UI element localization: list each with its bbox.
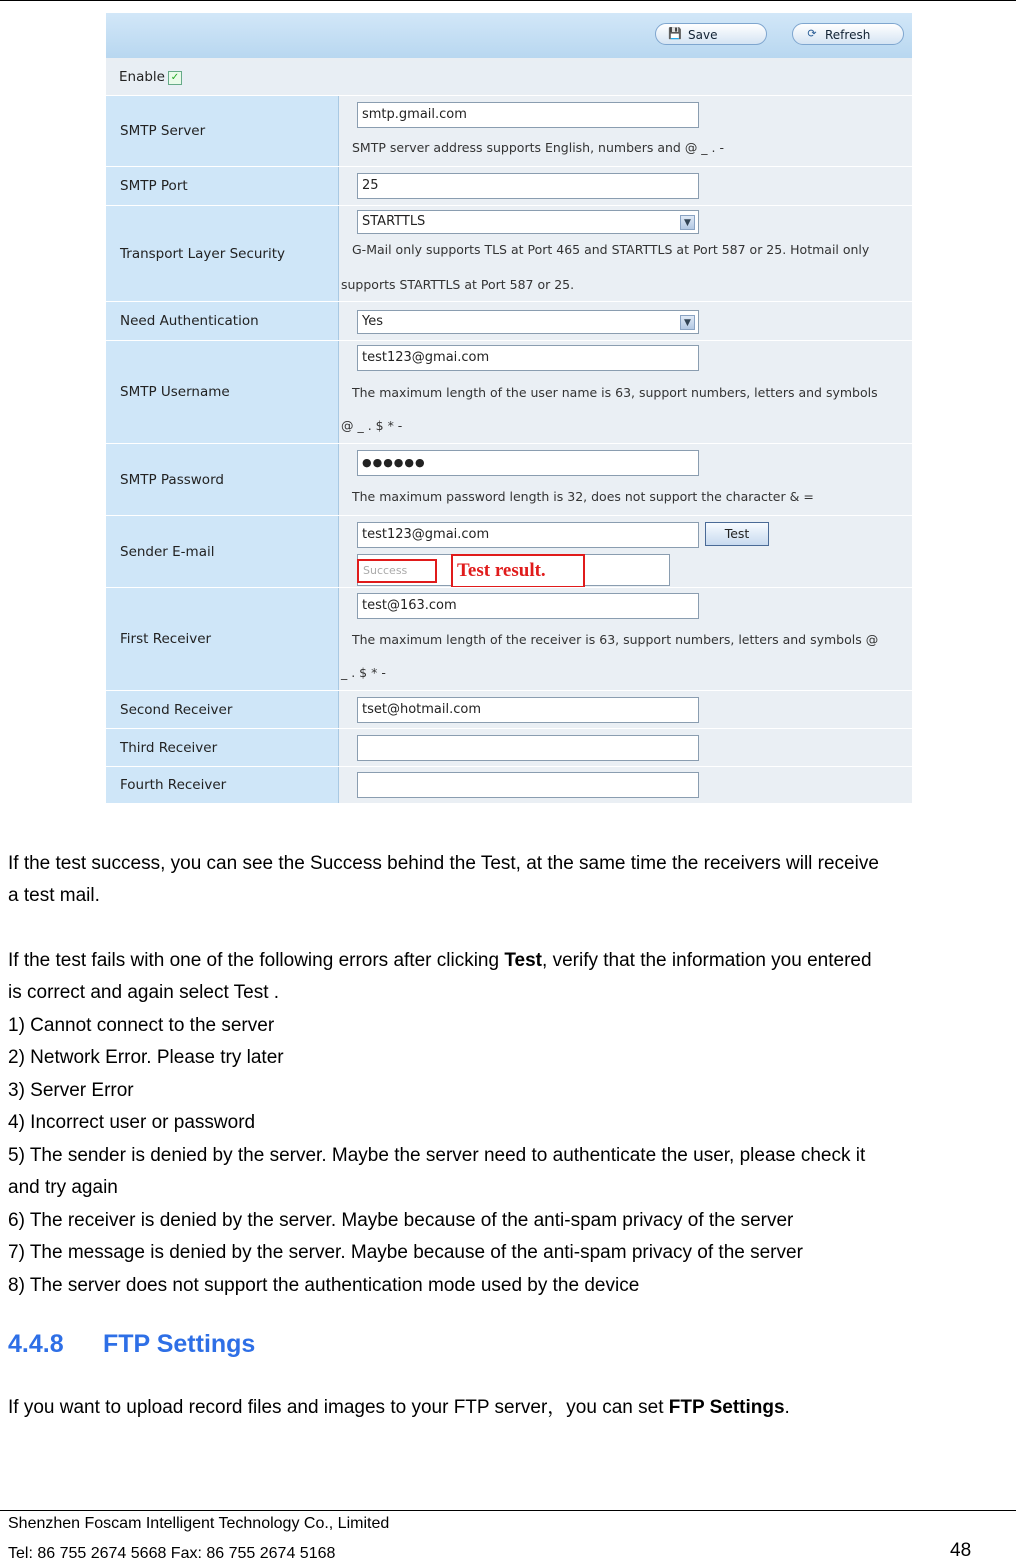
tls-hint-line1: G-Mail only supports TLS at Port 465 and STARTTLS at Port 587 or 25. Hotmail only bbox=[352, 242, 870, 257]
second-receiver-label: Second Receiver bbox=[120, 701, 233, 718]
smtp-port-input[interactable]: 25 bbox=[357, 173, 699, 199]
second-receiver-input[interactable]: tset@hotmail.com bbox=[357, 697, 699, 723]
row-tls bbox=[106, 205, 912, 301]
row-smtp-password bbox=[106, 443, 912, 515]
chevron-down-icon: ▼ bbox=[680, 315, 695, 330]
ftp-settings-bold: FTP Settings bbox=[668, 1397, 785, 1418]
first-receiver-hint-line2: _ . $ * - bbox=[341, 665, 386, 680]
smtp-password-label: SMTP Password bbox=[120, 471, 224, 488]
test-bold: Test bbox=[504, 950, 543, 971]
tls-select[interactable]: STARTTLS ▼ bbox=[357, 210, 699, 234]
smtp-port-label: SMTP Port bbox=[120, 178, 188, 194]
smtp-password-input[interactable]: ●●●●●● bbox=[357, 450, 699, 476]
tls-label: Transport Layer Security bbox=[120, 245, 286, 262]
fourth-receiver-label: Fourth Receiver bbox=[120, 777, 227, 793]
enable-checkbox[interactable]: ✓ bbox=[168, 71, 182, 85]
section-heading bbox=[8, 1330, 255, 1359]
save-button[interactable]: 💾 Save bbox=[655, 23, 767, 45]
first-receiver-hint-line1: The maximum length of the receiver is 63, support numbers, letters and symbols @ bbox=[352, 632, 879, 647]
smtp-username-hint-line1: The maximum length of the user name is 63, support numbers, letters and symbols bbox=[352, 385, 878, 400]
need-auth-select[interactable]: Yes ▼ bbox=[357, 310, 699, 334]
sender-email-label: Sender E-mail bbox=[120, 543, 215, 560]
error-item: 7) The message is denied by the server. Maybe because of the anti-spam privacy of the server bbox=[8, 1242, 803, 1263]
error-item: 2) Network Error. Please try later bbox=[8, 1047, 284, 1068]
error-item: 5) The sender is denied by the server. Maybe the server need to authenticate the user, please check it bbox=[8, 1145, 866, 1166]
error-item: 8) The server does not support the authentication mode used by the device bbox=[8, 1275, 640, 1296]
top-rule bbox=[0, 0, 1016, 1]
row-second-receiver bbox=[106, 690, 912, 728]
mail-settings-screenshot bbox=[106, 13, 912, 803]
toolbar bbox=[106, 13, 912, 58]
first-receiver-label: First Receiver bbox=[120, 631, 212, 647]
enable-label: Enable bbox=[119, 69, 165, 85]
test-result-callout: Test result. bbox=[451, 554, 585, 588]
row-smtp-server bbox=[106, 95, 912, 166]
footer-rule bbox=[0, 1510, 1016, 1511]
smtp-server-input[interactable]: smtp.gmail.com bbox=[357, 102, 699, 128]
error-item: 3) Server Error bbox=[8, 1080, 134, 1101]
smtp-server-hint: SMTP server address supports English, numbers and @ _ . - bbox=[352, 140, 724, 155]
smtp-username-hint-line2: @ _ . $ * - bbox=[341, 418, 403, 433]
third-receiver-input[interactable] bbox=[357, 735, 699, 761]
smtp-username-label: SMTP Username bbox=[120, 384, 230, 400]
row-first-receiver bbox=[106, 587, 912, 690]
chevron-down-icon: ▼ bbox=[680, 215, 695, 230]
paragraph-success-line1: If the test success, you can see the Success behind the Test, at the same time the receivers will receive bbox=[8, 853, 879, 874]
paragraph-ftp: If you want to upload record files and images to your FTP server，you can set FTP Settings. bbox=[8, 1397, 790, 1418]
need-auth-label: Need Authentication bbox=[120, 313, 259, 329]
error-item: and try again bbox=[8, 1177, 118, 1198]
section-title: FTP Settings bbox=[103, 1330, 256, 1358]
test-button[interactable]: Test bbox=[705, 522, 769, 546]
save-icon: 💾 bbox=[668, 27, 682, 40]
first-receiver-input[interactable]: test@163.com bbox=[357, 593, 699, 619]
paragraph-fail-line2: is correct and again select Test . bbox=[8, 982, 280, 1003]
paragraph-fail-line1: If the test fails with one of the following errors after clicking Test, verify that the information you entered bbox=[8, 950, 872, 971]
section-number: 4.4.8 bbox=[8, 1330, 64, 1358]
smtp-server-label: SMTP Server bbox=[120, 123, 206, 139]
paragraph-success-line2: a test mail. bbox=[8, 885, 100, 906]
error-item: 4) Incorrect user or password bbox=[8, 1112, 256, 1133]
row-fourth-receiver bbox=[106, 766, 912, 803]
refresh-button[interactable]: ⟳ Refresh bbox=[792, 23, 904, 45]
refresh-icon: ⟳ bbox=[807, 27, 817, 40]
row-smtp-port bbox=[106, 166, 912, 205]
footer-contact: Tel: 86 755 2674 5668 Fax: 86 755 2674 5168 bbox=[8, 1545, 336, 1562]
footer-company: Shenzhen Foscam Intelligent Technology Co., Limited bbox=[8, 1515, 390, 1532]
fourth-receiver-input[interactable] bbox=[357, 772, 699, 798]
smtp-password-hint: The maximum password length is 32, does not support the character & = bbox=[352, 489, 814, 504]
smtp-username-input[interactable]: test123@gmai.com bbox=[357, 345, 699, 371]
row-smtp-username bbox=[106, 340, 912, 443]
sender-email-input[interactable]: test123@gmai.com bbox=[357, 522, 699, 548]
error-item: 1) Cannot connect to the server bbox=[8, 1015, 275, 1036]
row-need-authentication bbox=[106, 301, 912, 340]
third-receiver-label: Third Receiver bbox=[120, 739, 218, 756]
row-third-receiver bbox=[106, 728, 912, 766]
row-sender-email bbox=[106, 515, 912, 587]
enable-row bbox=[106, 61, 912, 94]
error-item: 6) The receiver is denied by the server. Maybe because of the anti-spam privacy of the server bbox=[8, 1210, 794, 1231]
success-indicator: Success bbox=[357, 559, 437, 583]
tls-hint-line2: supports STARTTLS at Port 587 or 25. bbox=[341, 277, 575, 292]
page-number: 48 bbox=[950, 1540, 972, 1561]
